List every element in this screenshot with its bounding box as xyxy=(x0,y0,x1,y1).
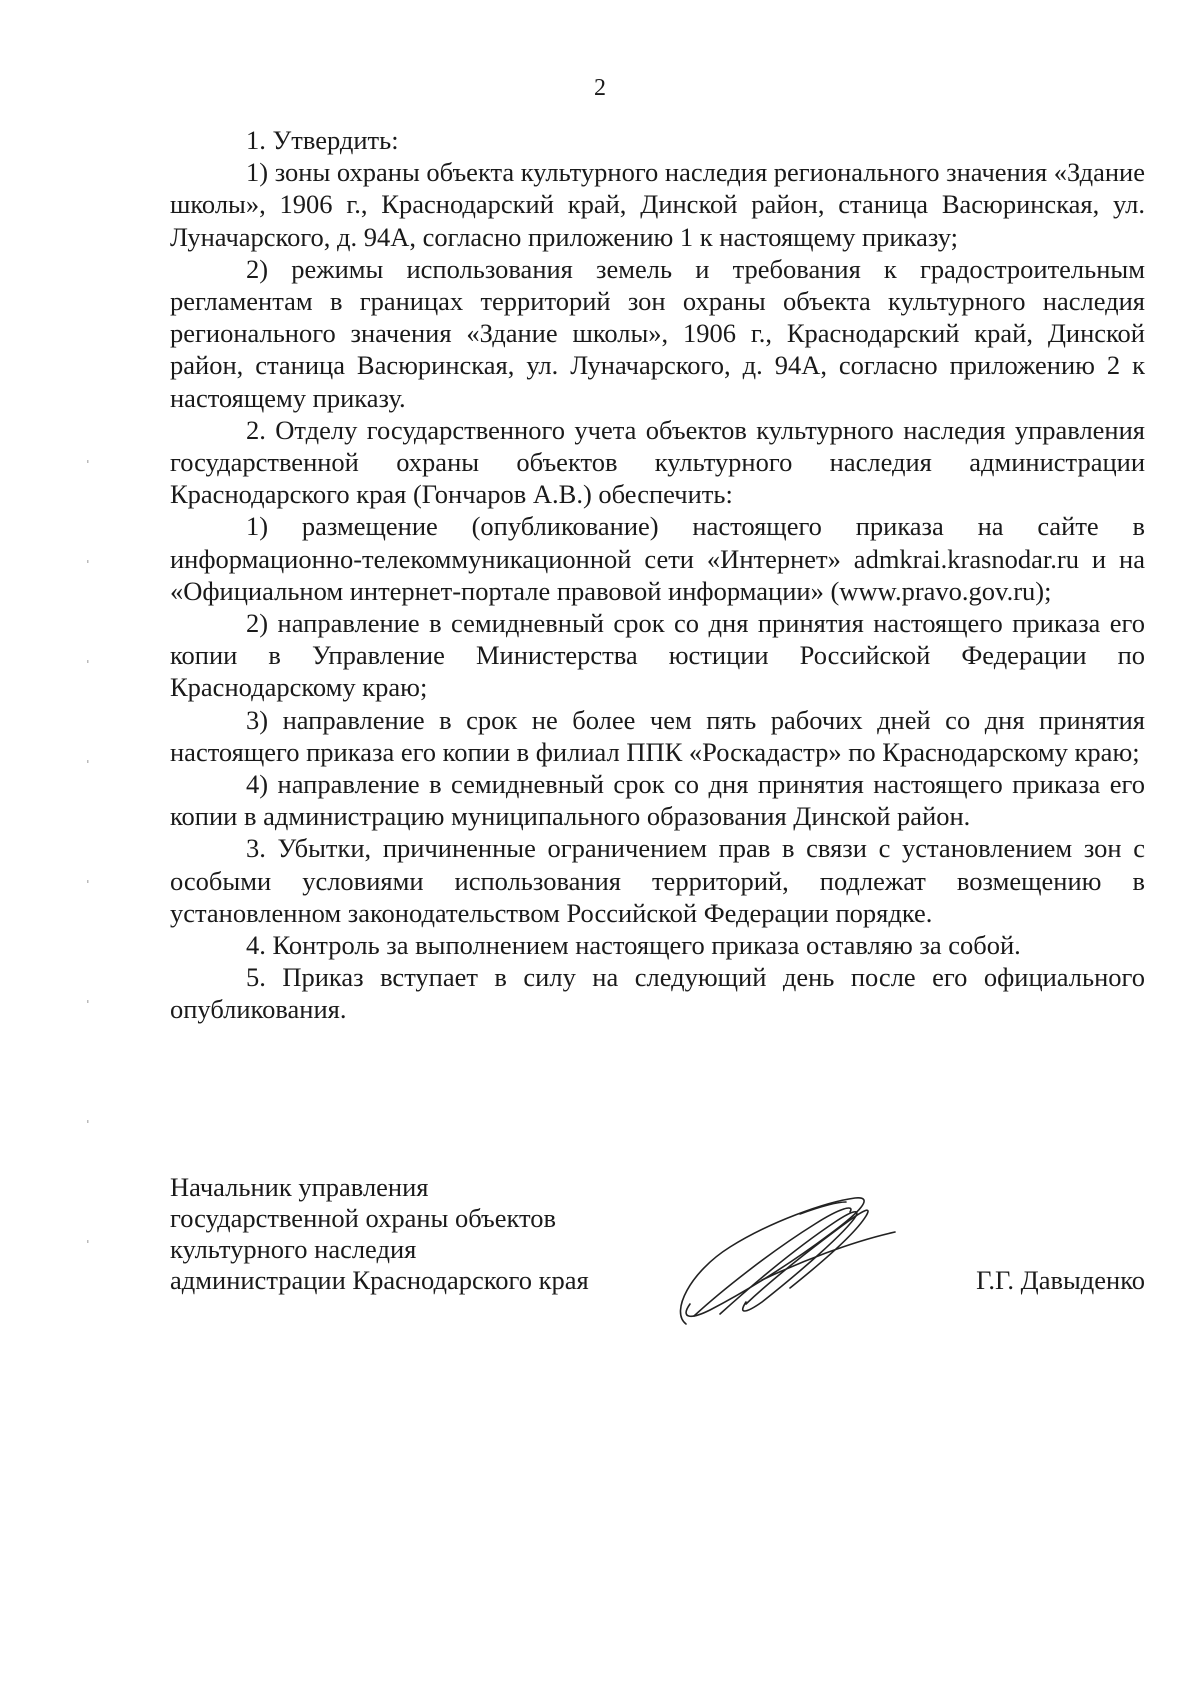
paragraph-approve-item-1: 1) зоны охраны объекта культурного наследия регионального значения «Здание школы», 1906 г., Краснодарский край, Динской район, станица Васюринская, ул. Луначарского, д. 94А, согласно приложению 1 к настоящему приказу; xyxy=(170,157,1145,252)
scan-margin-marks xyxy=(86,460,90,1360)
paragraph-losses: 3. Убытки, причиненные ограничением прав в связи с установлением зон с особыми условиями использования территорий, подлежат возмещению в установленном законодательством Российской Федерации порядке. xyxy=(170,833,1145,928)
paragraph-task-item-1: 1) размещение (опубликование) настоящего приказа на сайте в информационно-телекоммуникационной сети «Интернет» admkrai.krasnodar.ru и на «Официальном интернет-портале правовой информации» (www.pravo.gov.ru); xyxy=(170,511,1145,606)
signer-title-line: администрации Краснодарского края xyxy=(170,1265,589,1295)
paragraph-approve: 1. Утвердить: xyxy=(246,125,399,155)
signer-name: Г.Г. Давыденко xyxy=(976,1265,1145,1295)
paragraph-department-task: 2. Отделу государственного учета объектов культурного наследия управления государственной охраны объектов культурного наследия администрации Краснодарского края (Гончаров А.В.) обеспечить: xyxy=(170,414,1145,510)
signer-title-line: культурного наследия xyxy=(170,1234,417,1264)
document-body xyxy=(170,124,1145,1026)
paragraph-task-item-3: 3) направление в срок не более чем пять рабочих дней со дня принятия настоящего приказа его копии в филиал ППК «Роскадастр» по Краснодарскому краю; xyxy=(170,704,1145,767)
paragraph-approve-item-2: 2) режимы использования земель и требования к градостроительным регламентам в границах территорий зон охраны объекта культурного наследия регионального значения «Здание школы», 1906 г., Краснодарский край, Динской район, станица Васюринская, ул. Луначарского, д. 94А, согласно приложению 2 к настоящему приказу. xyxy=(170,253,1145,413)
handwritten-signature xyxy=(650,1192,900,1332)
signer-title-line: Начальник управления xyxy=(170,1172,429,1202)
paragraph-control: 4. Контроль за выполнением настоящего приказа оставляю за собой. xyxy=(246,930,1021,961)
signer-title xyxy=(170,1172,589,1296)
paragraph-task-item-4: 4) направление в семидневный срок со дня принятия настоящего приказа его копии в администрацию муниципального образования Динской район. xyxy=(170,769,1145,832)
paragraph-task-item-2: 2) направление в семидневный срок со дня принятия настоящего приказа его копии в Управление Министерства юстиции Российской Федерации по Краснодарскому краю; xyxy=(170,608,1145,703)
paragraph-effective-date: 5. Приказ вступает в силу на следующий день после его официального опубликования. xyxy=(170,962,1145,1025)
signature-block xyxy=(170,1172,1145,1372)
signer-title-line: государственной охраны объектов xyxy=(170,1203,557,1233)
page-number: 2 xyxy=(594,75,606,101)
